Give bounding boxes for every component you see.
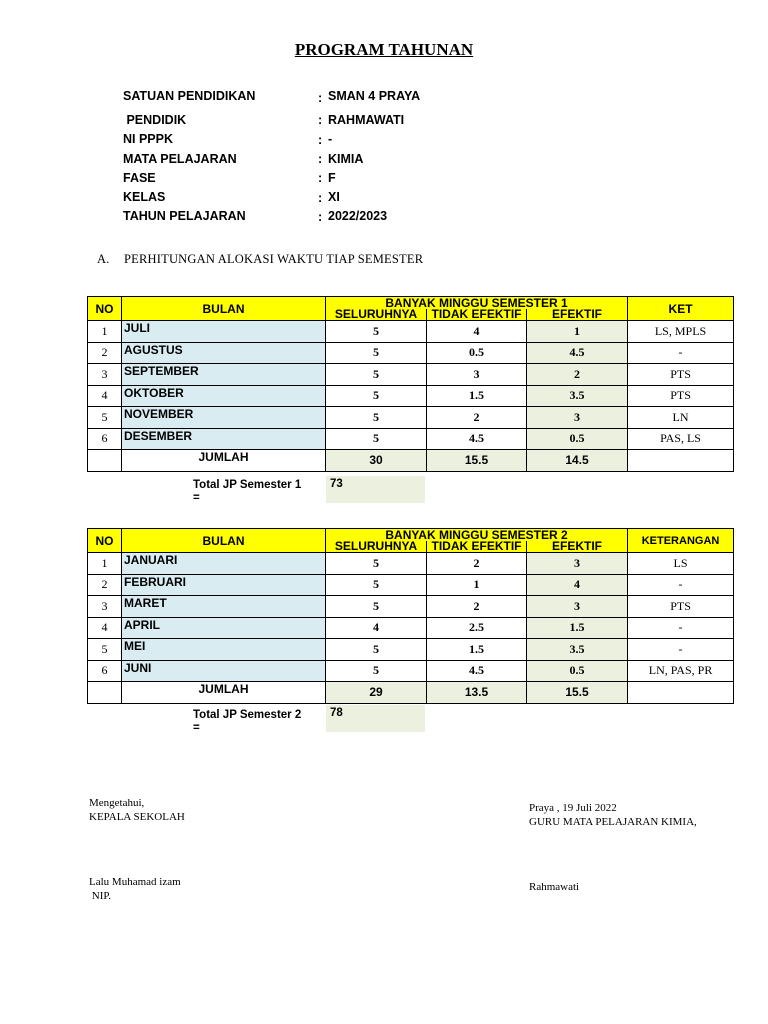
- row-no: 2: [88, 574, 122, 596]
- row-seluruhnya: 5: [326, 596, 427, 618]
- info-label: KELAS: [123, 190, 166, 204]
- row-no: 6: [88, 428, 122, 450]
- row-bulan: OKTOBER: [122, 385, 326, 407]
- jumlah-seluruhnya: 29: [326, 682, 427, 704]
- row-efektif: 4: [527, 574, 628, 596]
- info-colon: :: [318, 113, 323, 127]
- table-row: [88, 553, 734, 575]
- row-ket: PTS: [628, 385, 734, 407]
- row-seluruhnya: 5: [326, 407, 427, 429]
- info-value: 2022/2023: [328, 209, 388, 223]
- jumlah-efektif: 15.5: [527, 682, 628, 704]
- total-jp-semester-2-label: [193, 709, 301, 735]
- jumlah-efektif: 14.5: [527, 450, 628, 472]
- semester-2-table: [87, 528, 734, 704]
- jumlah-ket-blank: [628, 682, 734, 704]
- header-tidak-efektif: TIDAK EFEKTIF: [427, 309, 527, 321]
- row-bulan: APRIL: [122, 617, 326, 639]
- signature-left-line1: Mengetahui,: [89, 797, 145, 809]
- total-jp-semester-2-value: 78: [326, 705, 425, 732]
- total-jp-equals: =: [193, 492, 200, 504]
- row-tidak-efektif: 1: [427, 574, 527, 596]
- row-efektif: 2: [527, 364, 628, 386]
- row-bulan: JUNI: [122, 660, 326, 682]
- row-seluruhnya: 5: [326, 553, 427, 575]
- row-tidak-efektif: 2: [427, 596, 527, 618]
- row-ket: -: [628, 574, 734, 596]
- info-value: RAHMAWATI: [328, 113, 405, 127]
- row-bulan: DESEMBER: [122, 428, 326, 450]
- signature-left-name-block: [89, 875, 181, 903]
- row-tidak-efektif: 3: [427, 364, 527, 386]
- header-tidak-efektif: TIDAK EFEKTIF: [427, 541, 527, 553]
- info-colon: :: [318, 133, 323, 147]
- table-row: [88, 321, 734, 343]
- row-no: 4: [88, 617, 122, 639]
- row-no: 5: [88, 407, 122, 429]
- row-efektif: 3: [527, 553, 628, 575]
- row-ket: LN: [628, 407, 734, 429]
- row-efektif: 1: [527, 321, 628, 343]
- header-bulan: BULAN: [122, 529, 326, 553]
- table-row: [88, 617, 734, 639]
- section-title: PERHITUNGAN ALOKASI WAKTU TIAP SEMESTER: [124, 252, 424, 266]
- row-ket: LS, MPLS: [628, 321, 734, 343]
- jumlah-seluruhnya: 30: [326, 450, 427, 472]
- row-ket: -: [628, 639, 734, 661]
- jumlah-label: JUMLAH: [122, 450, 326, 472]
- row-tidak-efektif: 1.5: [427, 385, 527, 407]
- table-row: [88, 596, 734, 618]
- info-label: MATA PELAJARAN: [123, 152, 237, 166]
- row-seluruhnya: 5: [326, 342, 427, 364]
- info-colon: :: [318, 191, 323, 205]
- header-seluruhnya: SELURUHNYA: [326, 541, 427, 553]
- signature-left-title: KEPALA SEKOLAH: [89, 811, 185, 823]
- header-banyak-minggu: BANYAK MINGGU SEMESTER 1: [326, 297, 628, 310]
- header-efektif: EFEKTIF: [527, 309, 628, 321]
- row-bulan: JANUARI: [122, 553, 326, 575]
- jumlah-label: JUMLAH: [122, 682, 326, 704]
- row-efektif: 4.5: [527, 342, 628, 364]
- total-jp-semester-1-value: 73: [326, 476, 425, 503]
- row-seluruhnya: 4: [326, 617, 427, 639]
- table-row: [88, 660, 734, 682]
- info-label: TAHUN PELAJARAN: [123, 209, 246, 223]
- header-no: NO: [88, 297, 122, 321]
- row-no: 5: [88, 639, 122, 661]
- info-label: FASE: [123, 171, 156, 185]
- info-value: XI: [328, 190, 340, 204]
- row-seluruhnya: 5: [326, 428, 427, 450]
- row-bulan: SEPTEMBER: [122, 364, 326, 386]
- header-ket: KET: [628, 297, 734, 321]
- row-efektif: 3.5: [527, 639, 628, 661]
- jumlah-tidak-efektif: 15.5: [427, 450, 527, 472]
- info-value: F: [328, 171, 336, 185]
- table-row: [88, 385, 734, 407]
- row-tidak-efektif: 4: [427, 321, 527, 343]
- row-bulan: NOVEMBER: [122, 407, 326, 429]
- row-bulan: AGUSTUS: [122, 342, 326, 364]
- row-no: 4: [88, 385, 122, 407]
- table-row: [88, 407, 734, 429]
- total-jp-semester-1-label: [193, 479, 301, 505]
- total-jp-label-text: Total JP Semester 1: [193, 479, 302, 491]
- table-row: [88, 342, 734, 364]
- row-efektif: 0.5: [527, 660, 628, 682]
- row-bulan: JULI: [122, 321, 326, 343]
- row-seluruhnya: 5: [326, 385, 427, 407]
- header-keterangan: KETERANGAN: [628, 529, 734, 553]
- signature-left: [89, 796, 185, 824]
- row-tidak-efektif: 4.5: [427, 660, 527, 682]
- header-banyak-minggu: BANYAK MINGGU SEMESTER 2: [326, 529, 628, 542]
- info-label: SATUAN PENDIDIKAN: [123, 89, 256, 103]
- jumlah-ket-blank: [628, 450, 734, 472]
- info-colon: :: [318, 210, 323, 224]
- row-no: 3: [88, 596, 122, 618]
- row-seluruhnya: 5: [326, 574, 427, 596]
- jumlah-blank: [88, 682, 122, 704]
- row-ket: PAS, LS: [628, 428, 734, 450]
- header-bulan: BULAN: [122, 297, 326, 321]
- total-jp-equals: =: [193, 722, 200, 734]
- row-tidak-efektif: 2: [427, 407, 527, 429]
- jumlah-row: [88, 450, 734, 472]
- info-value: SMAN 4 PRAYA: [328, 89, 421, 103]
- row-tidak-efektif: 0.5: [427, 342, 527, 364]
- row-efektif: 1.5: [527, 617, 628, 639]
- jumlah-row: [88, 682, 734, 704]
- row-ket: PTS: [628, 596, 734, 618]
- header-efektif: EFEKTIF: [527, 541, 628, 553]
- row-bulan: MARET: [122, 596, 326, 618]
- signature-right-name: Rahmawati: [529, 881, 580, 893]
- info-label: PENDIDIK: [123, 113, 187, 127]
- row-seluruhnya: 5: [326, 639, 427, 661]
- signature-right-title: GURU MATA PELAJARAN KIMIA,: [529, 816, 697, 828]
- semester-1-table: [87, 296, 734, 472]
- table-row: [88, 364, 734, 386]
- row-tidak-efektif: 2: [427, 553, 527, 575]
- row-seluruhnya: 5: [326, 364, 427, 386]
- row-no: 3: [88, 364, 122, 386]
- row-tidak-efektif: 2.5: [427, 617, 527, 639]
- signature-left-name: Lalu Muhamad izam: [89, 876, 181, 888]
- info-colon: :: [318, 152, 323, 166]
- jumlah-tidak-efektif: 13.5: [427, 682, 527, 704]
- section-letter: A.: [97, 252, 110, 266]
- row-efektif: 3.5: [527, 385, 628, 407]
- info-colon: :: [318, 171, 323, 185]
- row-ket: PTS: [628, 364, 734, 386]
- document-title: PROGRAM TAHUNAN: [294, 40, 474, 59]
- header-no: NO: [88, 529, 122, 553]
- table-row: [88, 574, 734, 596]
- info-value: -: [328, 132, 333, 146]
- row-efektif: 3: [527, 407, 628, 429]
- row-efektif: 0.5: [527, 428, 628, 450]
- row-seluruhnya: 5: [326, 660, 427, 682]
- signature-left-nip: NIP.: [89, 890, 112, 902]
- table-row: [88, 639, 734, 661]
- signature-right-place-date: Praya , 19 Juli 2022: [529, 802, 617, 814]
- section-heading: [97, 252, 423, 267]
- row-ket: -: [628, 342, 734, 364]
- info-colon: :: [318, 91, 323, 105]
- row-no: 6: [88, 660, 122, 682]
- row-efektif: 3: [527, 596, 628, 618]
- row-no: 1: [88, 553, 122, 575]
- row-ket: LS: [628, 553, 734, 575]
- info-label: NI PPPK: [123, 132, 174, 146]
- total-jp-label-text: Total JP Semester 2: [193, 709, 302, 721]
- row-ket: LN, PAS, PR: [628, 660, 734, 682]
- row-tidak-efektif: 4.5: [427, 428, 527, 450]
- signature-right: [529, 801, 697, 829]
- row-tidak-efektif: 1.5: [427, 639, 527, 661]
- row-bulan: FEBRUARI: [122, 574, 326, 596]
- row-no: 1: [88, 321, 122, 343]
- jumlah-blank: [88, 450, 122, 472]
- row-no: 2: [88, 342, 122, 364]
- row-seluruhnya: 5: [326, 321, 427, 343]
- header-seluruhnya: SELURUHNYA: [326, 309, 427, 321]
- row-bulan: MEI: [122, 639, 326, 661]
- info-value: KIMIA: [328, 152, 364, 166]
- row-ket: -: [628, 617, 734, 639]
- table-row: [88, 428, 734, 450]
